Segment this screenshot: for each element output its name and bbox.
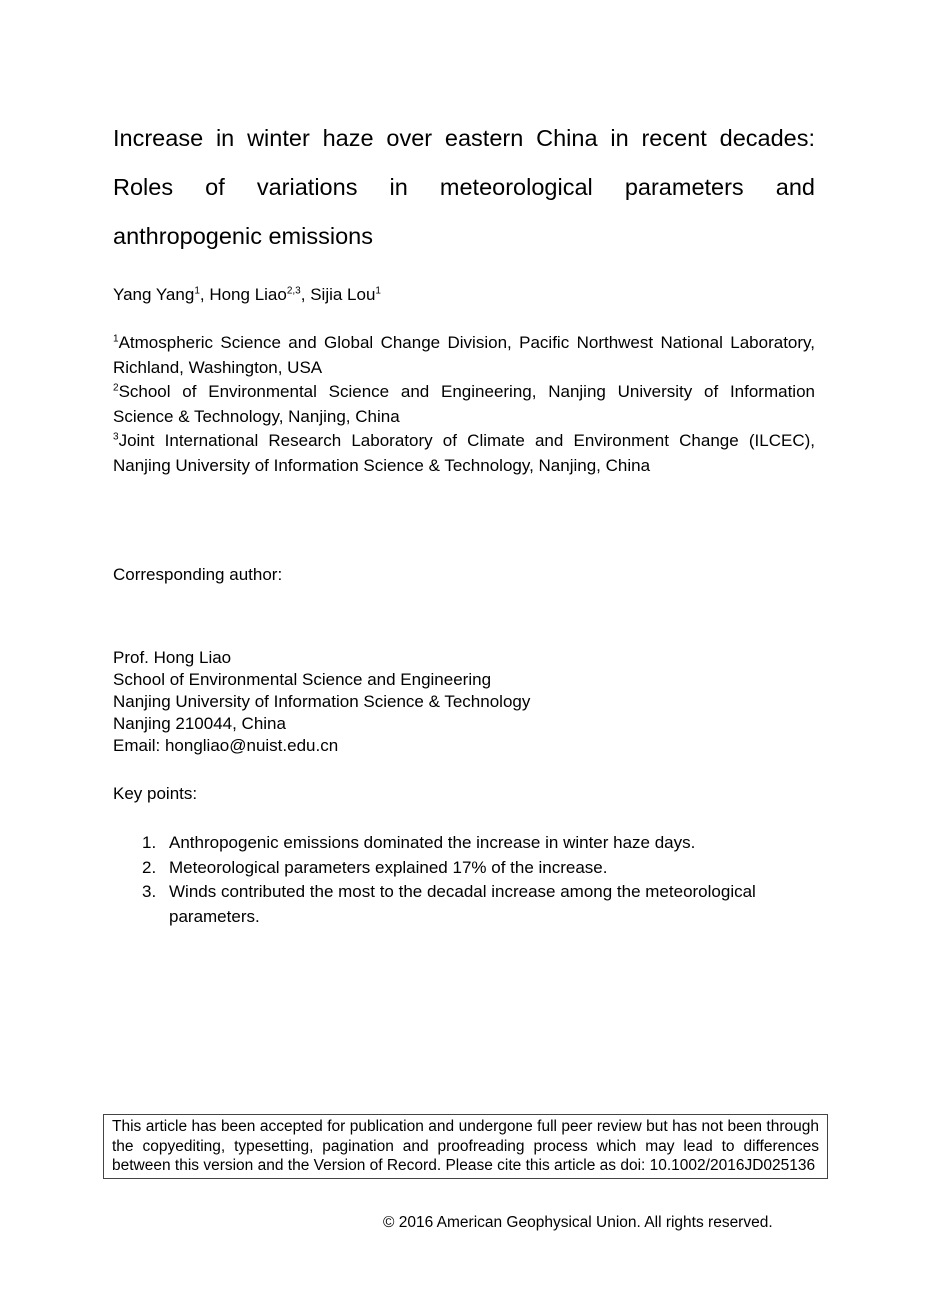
corresponding-city: Nanjing 210044, China xyxy=(113,714,286,733)
affiliation-sup: 2 xyxy=(113,382,119,394)
affiliation xyxy=(113,380,815,429)
title-line-3: anthropogenic emissions xyxy=(113,223,373,249)
key-point-number: 2. xyxy=(142,857,157,877)
author-affil-sup: 1 xyxy=(375,285,381,297)
corresponding-university: Nanjing University of Information Science & Technology xyxy=(113,692,531,711)
affiliation-text: Joint International Research Laboratory of Climate and Environment Change (ILCEC), Nanjing University of Information Science & Technology, Nanjing, China xyxy=(113,431,815,475)
corresponding-address xyxy=(113,647,530,757)
title-line-2: Roles of variations in meteorological parameters and xyxy=(113,174,815,200)
accepted-article-notice: This article has been accepted for publication and undergone full peer review but has not been through the copyediting, typesetting, pagination and proofreading process which may lead to differences between this version and the Version of Record. Please cite this article as doi: 10.1002/2016JD025136 xyxy=(103,1114,828,1179)
affiliation xyxy=(113,331,815,380)
key-points-list xyxy=(113,831,815,929)
author-name: Hong Liao xyxy=(209,285,287,304)
key-point-number: 3. xyxy=(142,882,157,901)
key-point-item xyxy=(113,880,815,929)
author-list: Yang Yang$^1$, Hong Liao$^{2,3}$, Sijia Lou$^1$ xyxy=(113,285,381,304)
key-point-item xyxy=(113,856,815,881)
affiliation xyxy=(113,429,815,478)
corresponding-author-label: Corresponding author: xyxy=(113,565,283,584)
key-point-text: Winds contributed the most to the decadal increase among the meteorological parameters. xyxy=(169,882,756,926)
affiliation-text: Atmospheric Science and Global Change Division, Pacific Northwest National Laboratory, Richland, Washington, USA xyxy=(113,333,815,377)
affiliation-list xyxy=(113,331,815,478)
paper-title xyxy=(113,114,815,261)
copyright-line: © 2016 American Geophysical Union. All rights reserved. xyxy=(383,1214,773,1231)
affiliation-sup: 3 xyxy=(113,431,119,443)
key-point-item xyxy=(113,831,815,856)
key-point-text: Meteorological parameters explained 17% of the increase. xyxy=(169,857,608,877)
corresponding-email: Email: hongliao@nuist.edu.cn xyxy=(113,736,339,755)
corresponding-name: Prof. Hong Liao xyxy=(113,648,232,667)
author-affil-sup: 1 xyxy=(194,285,200,297)
key-point-number: 1. xyxy=(142,833,157,852)
author-name: Sijia Lou xyxy=(310,285,376,304)
author-name: Yang Yang xyxy=(113,285,195,304)
key-points-label: Key points: xyxy=(113,784,198,803)
affiliation-text: School of Environmental Science and Engineering, Nanjing University of Information Science & Technology, Nanjing, China xyxy=(113,382,815,426)
key-point-text: Anthropogenic emissions dominated the increase in winter haze days. xyxy=(169,833,696,852)
corresponding-dept: School of Environmental Science and Engineering xyxy=(113,670,492,689)
title-line-1: Increase in winter haze over eastern China in recent decades: xyxy=(113,125,815,151)
author-affil-sup: 2,3 xyxy=(286,285,301,297)
affiliation-sup: 1 xyxy=(113,333,119,345)
